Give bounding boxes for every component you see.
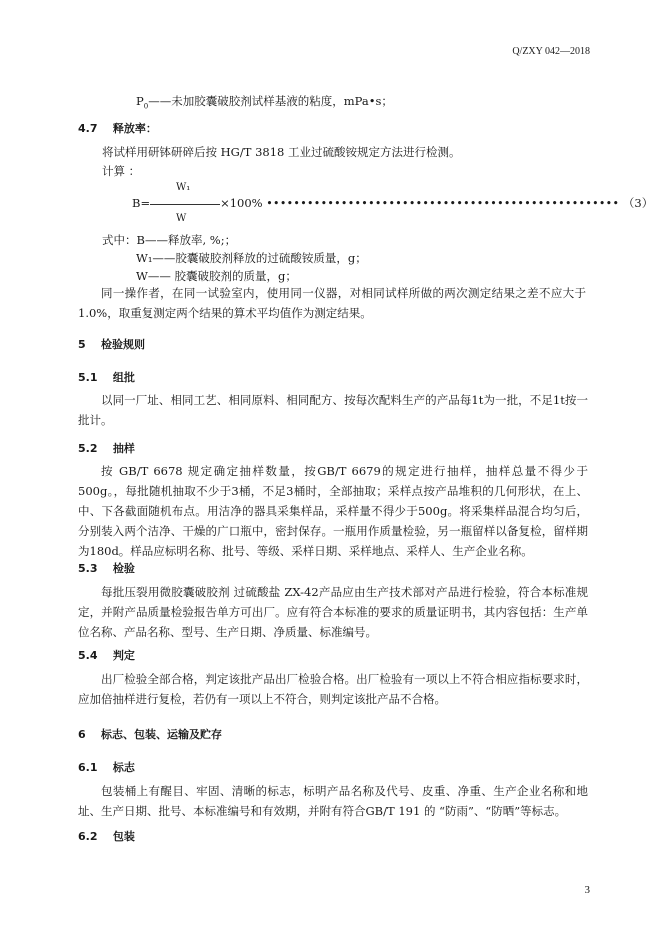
section-number: 6.1	[78, 761, 98, 774]
section-title: 检验	[112, 562, 135, 575]
section-number: 5.2	[78, 442, 98, 455]
document-code: Q/ZXY 042—2018	[512, 46, 590, 57]
section-5-4-heading	[78, 647, 135, 663]
section-title: 抽样	[112, 442, 135, 455]
section-title: 组批	[112, 371, 135, 384]
section-title: 包装	[112, 830, 135, 843]
where-w: W—— 胶囊破胶剂的质量，g；	[136, 269, 297, 283]
where-b-text: B——释放率, %;；	[136, 233, 237, 247]
section-5-2-text: 按 GB/T 6678 规定确定抽样数量，按GB/T 6679的规定进行抽样，抽样总量不得少于500g。，每批随机抽取不少于3桶，不足3桶时，全部抽取；采样点按产品堆积的几何形状，在上、中、下各截面随机布点。用洁净的器具采集样品，采样量不得少于500g。将采集样品混合均匀后，分别装入两个洁净、干燥的广口瓶中，密封保存。一瓶用作质量检验，另一瓶留样以备复检，留样期为180d。样品应标明名称、批号、等级、采样日期、采样地点、采样人、生产企业名称。	[78, 464, 588, 558]
where-w1: W₁——胶囊破胶剂释放的过硫酸铵质量，g；	[136, 251, 367, 265]
p0-subscript: 0	[143, 102, 149, 111]
p0-symbol: P	[136, 94, 144, 108]
section-5-2-heading	[78, 440, 135, 456]
section-number: 6.2	[78, 830, 98, 843]
release-rate-formula	[132, 194, 653, 213]
section-6-1-heading	[78, 759, 135, 775]
section-5-3-heading	[78, 560, 135, 576]
section-5-3-text: 每批压裂用微胶囊破胶剂 过硫酸盐 ZX-42产品应由生产技术部对产品进行检验，符合本标准规定，并附产品质量检验报告单方可出厂。应有符合本标准的要求的质量证明书，其内容包括：生产单位名称、产品名称、型号、生产日期、净质量、标准编号。	[78, 585, 588, 639]
section-number: 6	[78, 728, 86, 741]
section-number: 5.1	[78, 371, 98, 384]
equation-number: （3）	[622, 196, 654, 210]
fraction-bar	[150, 204, 220, 205]
section-5-heading	[78, 336, 145, 352]
p0-text: ——未加胶囊破胶剂试样基液的粘度，mPa•s；	[148, 94, 393, 108]
section-6-heading	[78, 726, 222, 742]
section-6-2-heading	[78, 828, 135, 844]
section-5-4-text: 出厂检验全部合格，判定该批产品出厂检验合格。出厂检验有一项以上不符合相应指标要求时，应加倍抽样进行复检，若仍有一项以上不符合，则判定该批产品不合格。	[78, 672, 588, 706]
page-number: 3	[584, 884, 590, 896]
section-6-1-text: 包装桶上有醒目、牢固、清晰的标志，标明产品名称及代号、皮重、净重、生产企业名称和地址、生产日期、批号、本标准编号和有效期，并附有符合GB/T 191 的 “防雨”、“防晒”等标志。	[78, 784, 588, 818]
formula-denominator: W	[176, 213, 187, 224]
repeatability-paragraph: 同一操作者，在同一试验室内，使用同一仪器，对相同试样所做的两次测定结果之差不应大于1.0%，取重复测定两个结果的算术平均值作为测定结果。	[78, 286, 586, 320]
section-number: 4.7	[78, 122, 98, 135]
formula-lhs: B=	[132, 196, 151, 210]
section-number: 5.3	[78, 562, 98, 575]
section-4-7-heading	[78, 120, 157, 136]
p0-definition	[136, 92, 393, 115]
formula-times: ×100%	[220, 196, 263, 210]
release-test-method: 将试样用研钵研碎后按 HG/T 3818 工业过硫酸铵规定方法进行检测。	[102, 145, 461, 159]
section-5-1-heading	[78, 369, 135, 385]
calc-label: 计算 ：	[102, 164, 141, 178]
where-b	[102, 231, 236, 249]
section-title: 标志、包装、运输及贮存	[100, 728, 222, 741]
formula-numerator: W₁	[176, 182, 191, 193]
section-number: 5	[78, 338, 86, 351]
section-number: 5.4	[78, 649, 98, 662]
section-title: 标志	[112, 761, 135, 774]
section-title: 检验规则	[100, 338, 145, 351]
section-title: 判定	[112, 649, 135, 662]
leader-dots: ••••••••••••••••••••••••••••••••••••••••••••••••••••	[266, 197, 620, 210]
section-5-1-text: 以同一厂址、相同工艺、相同原料、相同配方、按每次配料生产的产品每1t为一批，不足1t按一批计。	[78, 393, 588, 427]
where-prefix: 式中：	[102, 233, 137, 247]
section-title: 释放率：	[112, 122, 157, 135]
